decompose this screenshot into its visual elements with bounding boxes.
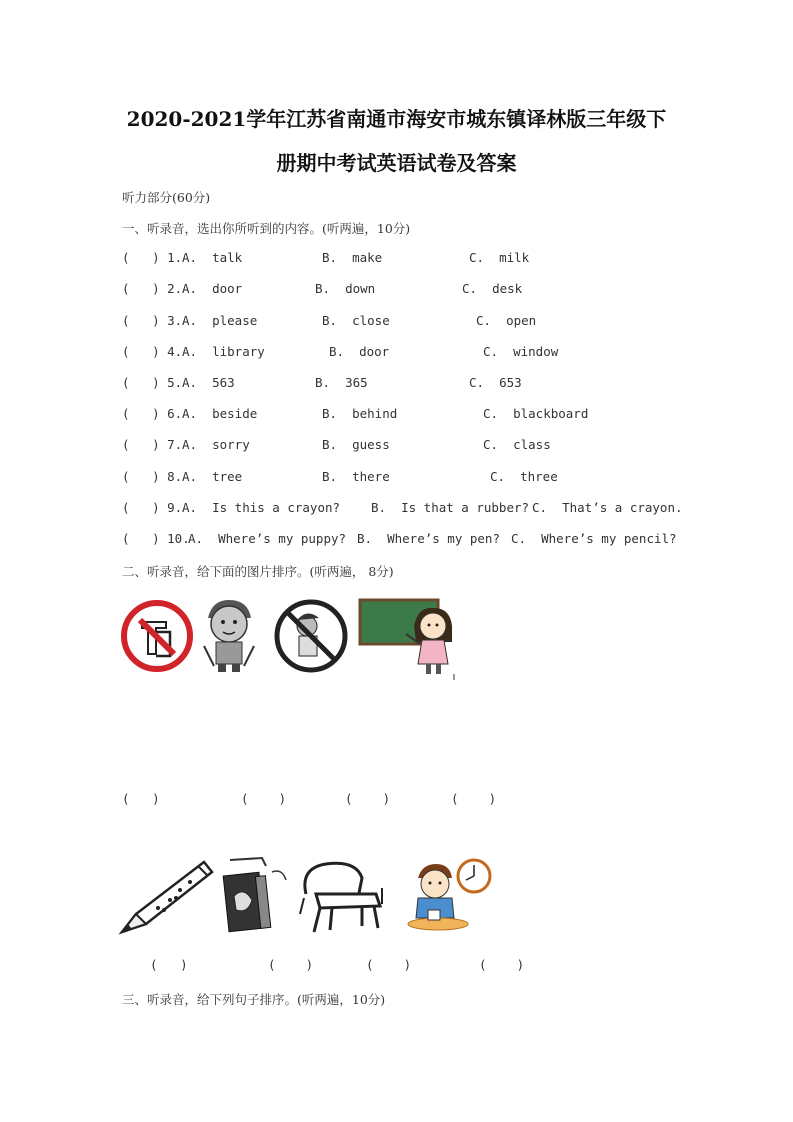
option-c: C. milk — [469, 250, 530, 265]
no-drinking-sign-icon — [120, 598, 194, 674]
section3-heading: 三、听录音，给下列句子排序。(听两遍，10分) — [122, 992, 386, 1007]
answer-blank[interactable]: ( ) — [479, 957, 525, 972]
option-a: A. 563 — [182, 375, 235, 390]
option-b: B. make — [322, 250, 383, 265]
option-c: C. three — [490, 469, 558, 484]
chair-icon — [296, 858, 386, 936]
option-b: B. down — [315, 281, 376, 296]
option-b: B. guess — [322, 437, 390, 452]
question-number: ( ) 4. — [122, 344, 183, 359]
option-b: B. door — [329, 344, 390, 359]
option-a: A. beside — [182, 406, 258, 421]
question-number: ( ) 9. — [122, 500, 183, 515]
question-number: ( ) 3. — [122, 313, 183, 328]
page-title-line2: 册期中考试英语试卷及答案 — [276, 151, 517, 175]
option-b: B. Where’s my pen? — [357, 531, 500, 546]
option-b: B. 365 — [315, 375, 368, 390]
option-a: A. tree — [182, 469, 243, 484]
pencil-icon — [118, 858, 214, 936]
option-c: C. Where’s my pencil? — [511, 531, 677, 546]
question-number: ( ) 2. — [122, 281, 183, 296]
no-eating-sign-icon — [273, 598, 349, 674]
option-a: A. door — [182, 281, 243, 296]
option-a: A. talk — [182, 250, 243, 265]
option-c: C. open — [476, 313, 537, 328]
section1-heading: 一、听录音，选出你所听到的内容。(听两遍，10分) — [122, 221, 411, 236]
option-c: C. That’s a crayon. — [532, 500, 683, 515]
listening-part-label: 听力部分(60分) — [122, 190, 211, 205]
option-b: B. there — [322, 469, 390, 484]
question-number: ( ) 8. — [122, 469, 183, 484]
answer-blank[interactable]: ( ) — [122, 791, 160, 806]
question-number: ( ) 5. — [122, 375, 183, 390]
question-number: ( ) 10. — [122, 531, 190, 546]
option-c: C. blackboard — [483, 406, 589, 421]
option-b: B. Is that a rubber? — [371, 500, 530, 515]
option-a: A. Is this a crayon? — [182, 500, 341, 515]
book-icon — [222, 856, 290, 938]
question-number: ( ) 6. — [122, 406, 183, 421]
boy-standing-icon — [194, 596, 264, 676]
answer-blank[interactable]: ( ) — [366, 957, 412, 972]
boy-clock-icon — [404, 856, 494, 936]
section2-heading: 二、听录音，给下面的图片排序。(听两遍， 8分) — [122, 564, 394, 579]
option-a: A. sorry — [182, 437, 250, 452]
option-b: B. behind — [322, 406, 398, 421]
option-a: A. Where’s my puppy? — [188, 531, 347, 546]
option-c: C. window — [483, 344, 559, 359]
page-title-line1: 2020-2021学年江苏省南通市海安市城东镇译林版三年级下 — [126, 107, 667, 131]
answer-blank[interactable]: ( ) — [150, 957, 188, 972]
girl-at-blackboard-icon — [358, 598, 466, 682]
option-c: C. 653 — [469, 375, 522, 390]
option-c: C. class — [483, 437, 551, 452]
answer-blank[interactable]: ( ) — [268, 957, 314, 972]
option-c: C. desk — [462, 281, 523, 296]
answer-blank[interactable]: ( ) — [241, 791, 287, 806]
answer-blank[interactable]: ( ) — [345, 791, 391, 806]
answer-blank[interactable]: ( ) — [451, 791, 497, 806]
option-a: A. library — [182, 344, 265, 359]
question-number: ( ) 1. — [122, 250, 183, 265]
option-a: A. please — [182, 313, 258, 328]
option-b: B. close — [322, 313, 390, 328]
question-number: ( ) 7. — [122, 437, 183, 452]
